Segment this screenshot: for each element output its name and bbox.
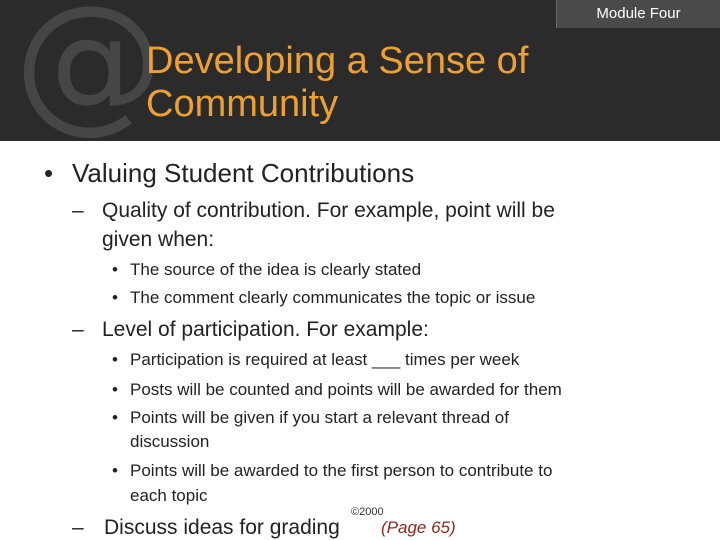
last-item-text: Discuss ideas for grading bbox=[104, 516, 340, 539]
bullet-marker: • bbox=[112, 260, 118, 279]
bullet-marker: • bbox=[112, 408, 118, 427]
bullet-marker: • bbox=[112, 350, 118, 369]
list-item: Posts will be counted and points will be awarded for them bbox=[130, 380, 562, 399]
bullet-marker: • bbox=[112, 380, 118, 399]
section1-dash: – bbox=[72, 199, 84, 222]
copyright-notice: ©2000 bbox=[351, 506, 384, 518]
list-item: The comment clearly communicates the topic or issue bbox=[130, 288, 536, 307]
slide-title-line2: Community bbox=[146, 83, 339, 125]
section2-dash: – bbox=[72, 318, 84, 341]
list-item: Points will be awarded to the first person to contribute to bbox=[130, 461, 553, 480]
list-item: The source of the idea is clearly stated bbox=[130, 260, 422, 279]
main-bullet-marker: • bbox=[44, 158, 54, 188]
last-item-dash: – bbox=[72, 516, 84, 539]
list-item: Points will be given if you start a relevant thread of bbox=[130, 408, 509, 427]
section2-heading: Level of participation. For example: bbox=[102, 318, 429, 341]
list-item-continuation: each topic bbox=[130, 486, 208, 505]
bullet-marker: • bbox=[112, 288, 118, 307]
module-label: Module Four bbox=[556, 0, 720, 28]
page-reference: (Page 65) bbox=[381, 518, 456, 537]
list-item-continuation: discussion bbox=[130, 432, 210, 451]
main-bullet-text: Valuing Student Contributions bbox=[72, 158, 415, 188]
section1-heading-line1: Quality of contribution. For example, point will be bbox=[102, 199, 555, 222]
at-sign-icon: @ bbox=[14, 0, 164, 141]
bullet-marker: • bbox=[112, 461, 118, 480]
list-item: Participation is required at least ___ times per week bbox=[130, 350, 520, 369]
slide-title-line1: Developing a Sense of bbox=[146, 40, 529, 82]
section1-heading-line2: given when: bbox=[102, 228, 215, 251]
